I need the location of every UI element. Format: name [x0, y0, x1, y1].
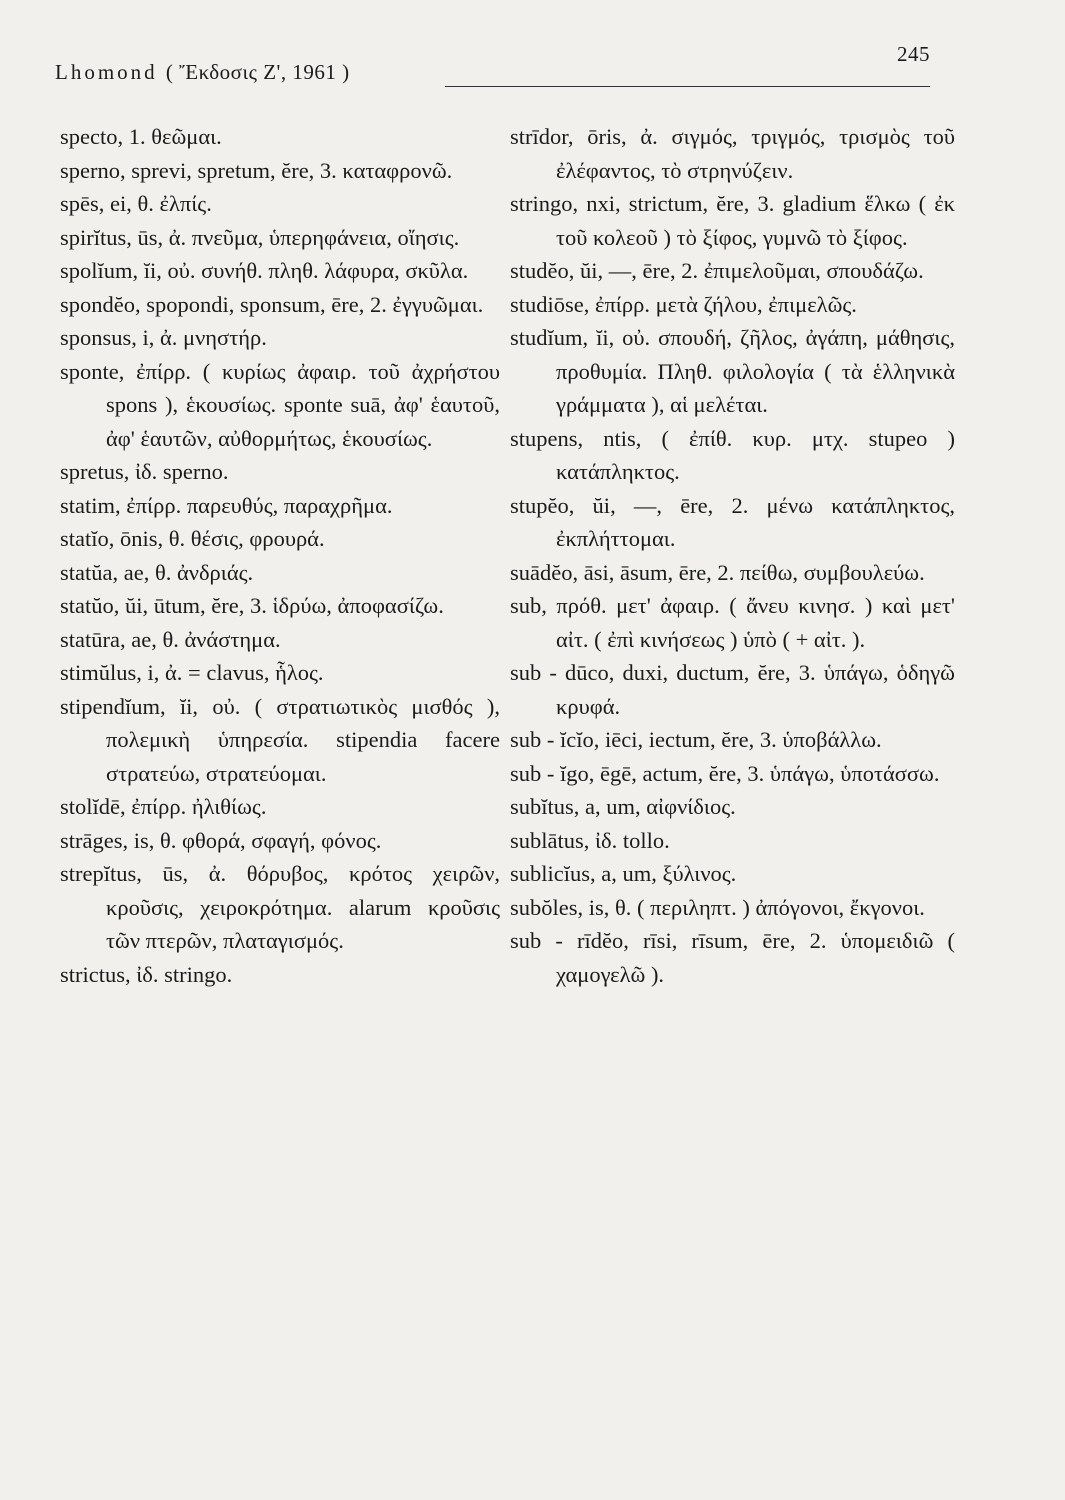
- book-title: Lhomond: [55, 60, 158, 84]
- dictionary-entry: sub - ĭgo, ēgē, actum, ĕre, 3. ὑπάγω, ὑποτάσσω.: [510, 760, 940, 786]
- dictionary-entry: statim, ἐπίρρ. παρευθύς, παραχρῆμα.: [60, 492, 393, 518]
- dictionary-entry: sponte, ἐπίρρ. ( κυρίως ἀφαιρ. τοῦ ἀχρήστου spons ), ἑκουσίως. sponte suā, ἀφ' ἑαυτοῦ, ἀφ' ἑαυτῶν, αὐθορμήτως, ἑκουσίως.: [60, 358, 500, 451]
- edition-note: ( Ἔκδοσις Ζ', 1961 ): [165, 60, 350, 84]
- page-number: 245: [897, 42, 930, 66]
- dictionary-entry: studiōse, ἐπίρρ. μετὰ ζήλου, ἐπιμελῶς.: [510, 291, 857, 317]
- dictionary-entry: strīdor, ōris, ἀ. σιγμός, τριγμός, τρισμὸς τοῦ ἐλέφαντος, τὸ στρηνύζειν.: [510, 124, 955, 183]
- dictionary-entry: stimŭlus, i, ἀ. = clavus, ἧλος.: [60, 660, 324, 685]
- dictionary-entry: specto, 1. θεῶμαι.: [60, 124, 222, 149]
- dictionary-entry: stringo, nxi, strictum, ĕre, 3. gladium ἕλκω ( ἐκ τοῦ κολεοῦ ) τὸ ξίφος, γυμνῶ τὸ ξίφος.: [510, 191, 955, 250]
- left-column: [60, 120, 500, 991]
- dictionary-entry: sublātus, ἰδ. tollo.: [510, 827, 670, 853]
- dictionary-entry: sub, πρόθ. μετ' ἀφαιρ. ( ἄνευ κινησ. ) καὶ μετ' αἰτ. ( ἐπὶ κινήσεως ) ὑπὸ ( + αἰτ. ).: [510, 593, 955, 652]
- dictionary-entry: stolĭdē, ἐπίρρ. ἠλιθίως.: [60, 794, 267, 819]
- dictionary-entry: studĕo, ŭi, —, ēre, 2. ἐπιμελοῦμαι, σπουδάζω.: [510, 258, 924, 283]
- dictionary-entry: suādĕo, āsi, āsum, ēre, 2. πείθω, συμβουλεύω.: [510, 559, 925, 585]
- dictionary-entry: studĭum, ĭi, οὐ. σπουδή, ζῆλος, ἀγάπη, μάθησις, προθυμία. Πληθ. φιλολογία ( τὰ ἑλληνικὰ γράμματα ), αἱ μελέται.: [510, 325, 955, 417]
- right-column: [510, 120, 955, 991]
- dictionary-entry: spēs, ei, θ. ἐλπίς.: [60, 191, 212, 216]
- page-header: [55, 42, 930, 90]
- dictionary-entry: sub - dūco, duxi, ductum, ĕre, 3. ὑπάγω, ὁδηγῶ κρυφά.: [510, 660, 955, 719]
- dictionary-entry: spirĭtus, ūs, ἀ. πνεῦμα, ὑπερηφάνεια, οἴησις.: [60, 224, 460, 250]
- header-rule: [445, 86, 930, 87]
- dictionary-entry: spondĕo, spopondi, sponsum, ēre, 2. ἐγγυῶμαι.: [60, 291, 484, 317]
- dictionary-entry: statūra, ae, θ. ἀνάστημα.: [60, 626, 281, 652]
- dictionary-entry: sub - rīdĕo, rīsi, rīsum, ēre, 2. ὑπομειδιῶ ( χαμογελῶ ).: [510, 928, 955, 987]
- dictionary-entry: strāges, is, θ. φθορά, σφαγή, φόνος.: [60, 827, 382, 853]
- dictionary-entry: stipendĭum, ĭi, οὐ. ( στρατιωτικὸς μισθός ), πολεμικὴ ὑπηρεσία. stipendia facere στρατεύω, στρατεύομαι.: [60, 693, 500, 786]
- running-title: [55, 60, 350, 85]
- dictionary-entry: statŭo, ŭi, ūtum, ĕre, 3. ἱδρύω, ἀποφασίζω.: [60, 593, 444, 618]
- dictionary-entry: strictus, ἰδ. stringo.: [60, 961, 233, 987]
- dictionary-entry: sub - ĭcĭo, iēci, iectum, ĕre, 3. ὑποβάλλω.: [510, 727, 882, 752]
- dictionary-entry: sublicĭus, a, um, ξύλινος.: [510, 861, 737, 886]
- dictionary-entry: sponsus, i, ἀ. μνηστήρ.: [60, 325, 267, 350]
- dictionary-entry: statŭa, ae, θ. ἀνδριάς.: [60, 559, 254, 585]
- dictionary-entry: spretus, ἰδ. sperno.: [60, 459, 229, 484]
- dictionary-entry: stupens, ntis, ( ἐπίθ. κυρ. μτχ. stupeo ) κατάπληκτος.: [510, 425, 955, 484]
- dictionary-entry: strepĭtus, ūs, ἀ. θόρυβος, κρότος χειρῶν, κροῦσις, χειροκρότημα. alarum κροῦσις τῶν πτερῶν, πλαταγισμός.: [60, 861, 500, 953]
- dictionary-entry: sperno, sprevi, spretum, ĕre, 3. καταφρονῶ.: [60, 157, 453, 183]
- dictionary-entry: subŏles, is, θ. ( περιληπτ. ) ἀπόγονοι, ἔκγονοι.: [510, 894, 925, 920]
- dictionary-entry: spolĭum, ĭi, οὐ. συνήθ. πληθ. λάφυρα, σκῦλα.: [60, 258, 469, 283]
- dictionary-entry: stupĕo, ŭi, —, ēre, 2. μένω κατάπληκτος, ἐκπλήττομαι.: [510, 492, 955, 551]
- dictionary-entry: subĭtus, a, um, αἰφνίδιος.: [510, 794, 736, 819]
- dictionary-entry: statĭo, ōnis, θ. θέσις, φρουρά.: [60, 526, 325, 551]
